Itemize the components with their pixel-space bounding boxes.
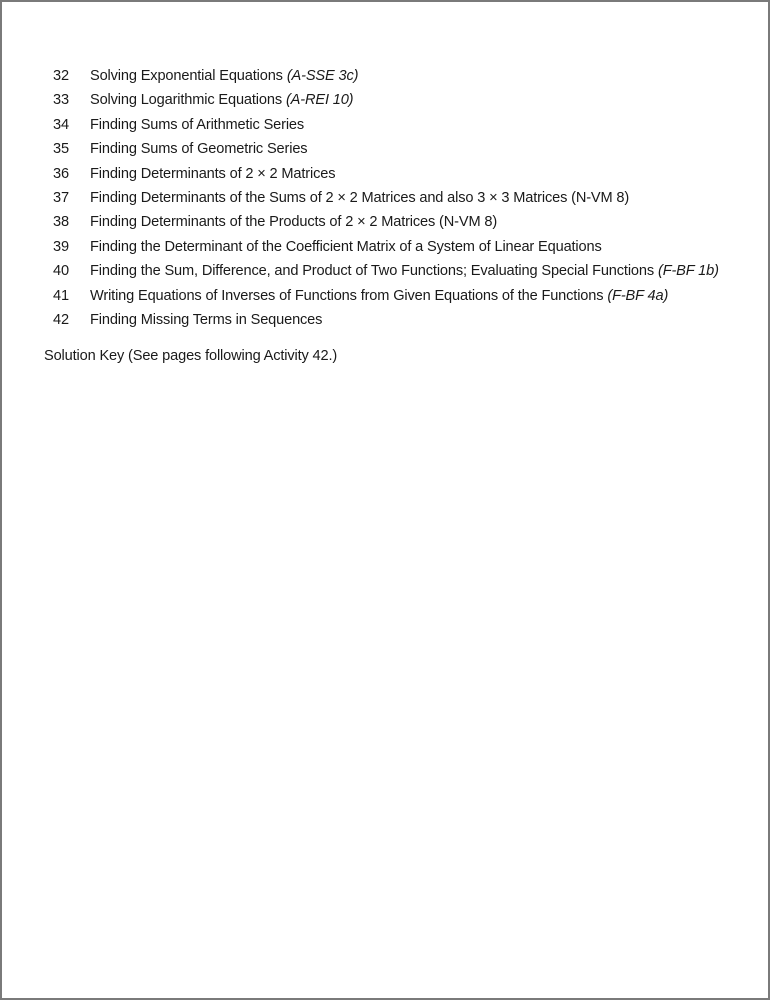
activity-standard: (A-SSE 3c) bbox=[286, 68, 359, 84]
activity-number: 35 bbox=[53, 141, 69, 158]
list-item bbox=[53, 190, 719, 214]
activity-standard: (F-BF 1b) bbox=[658, 263, 719, 280]
activity-title: Finding Missing Terms in Sequences bbox=[90, 311, 323, 328]
list-item bbox=[53, 141, 719, 165]
activity-number: 33 bbox=[53, 92, 69, 109]
activity-title: Writing Equations of Inverses of Functions from Given Equations of the Functions bbox=[90, 287, 604, 304]
activity-standard: (A-REI 10) bbox=[285, 92, 354, 109]
list-item bbox=[53, 263, 719, 287]
activity-title: Finding Determinants of the Products of 2 × 2 Matrices (N-VM 8) bbox=[90, 214, 498, 231]
activity-number: 37 bbox=[53, 189, 69, 206]
activity-title: Solving Logarithmic Equations bbox=[90, 92, 282, 109]
activity-title: Finding the Determinant of the Coefficient Matrix of a System of Linear Equations bbox=[90, 238, 602, 255]
activity-number: 32 bbox=[53, 68, 69, 84]
list-item bbox=[53, 312, 719, 336]
list-item bbox=[53, 288, 719, 312]
activity-title: Solving Exponential Equations bbox=[90, 68, 283, 84]
activity-title: Finding Determinants of 2 × 2 Matrices bbox=[90, 165, 336, 182]
list-item bbox=[53, 214, 719, 238]
list-item bbox=[53, 166, 719, 190]
activity-number: 34 bbox=[53, 116, 69, 133]
activity-title: Finding Determinants of the Sums of 2 × 2 Matrices and also 3 × 3 Matrices (N-VM 8) bbox=[90, 189, 630, 206]
activity-list bbox=[53, 68, 719, 336]
activity-number: 36 bbox=[53, 165, 69, 182]
list-item bbox=[53, 239, 719, 263]
activity-title: Finding Sums of Geometric Series bbox=[90, 141, 308, 158]
list-item bbox=[53, 117, 719, 141]
solution-key-note: Solution Key (See pages following Activity 42.) bbox=[44, 348, 338, 364]
list-item bbox=[53, 92, 719, 116]
activity-number: 40 bbox=[53, 263, 69, 280]
activity-number: 42 bbox=[53, 311, 69, 328]
list-item bbox=[53, 68, 719, 92]
activity-number: 39 bbox=[53, 238, 69, 255]
activity-number: 41 bbox=[53, 287, 69, 304]
activity-number: 38 bbox=[53, 214, 69, 231]
activity-title: Finding the Sum, Difference, and Product of Two Functions; Evaluating Special Functions bbox=[90, 263, 654, 280]
activity-standard: (F-BF 4a) bbox=[607, 287, 669, 304]
activity-title: Finding Sums of Arithmetic Series bbox=[90, 116, 305, 133]
